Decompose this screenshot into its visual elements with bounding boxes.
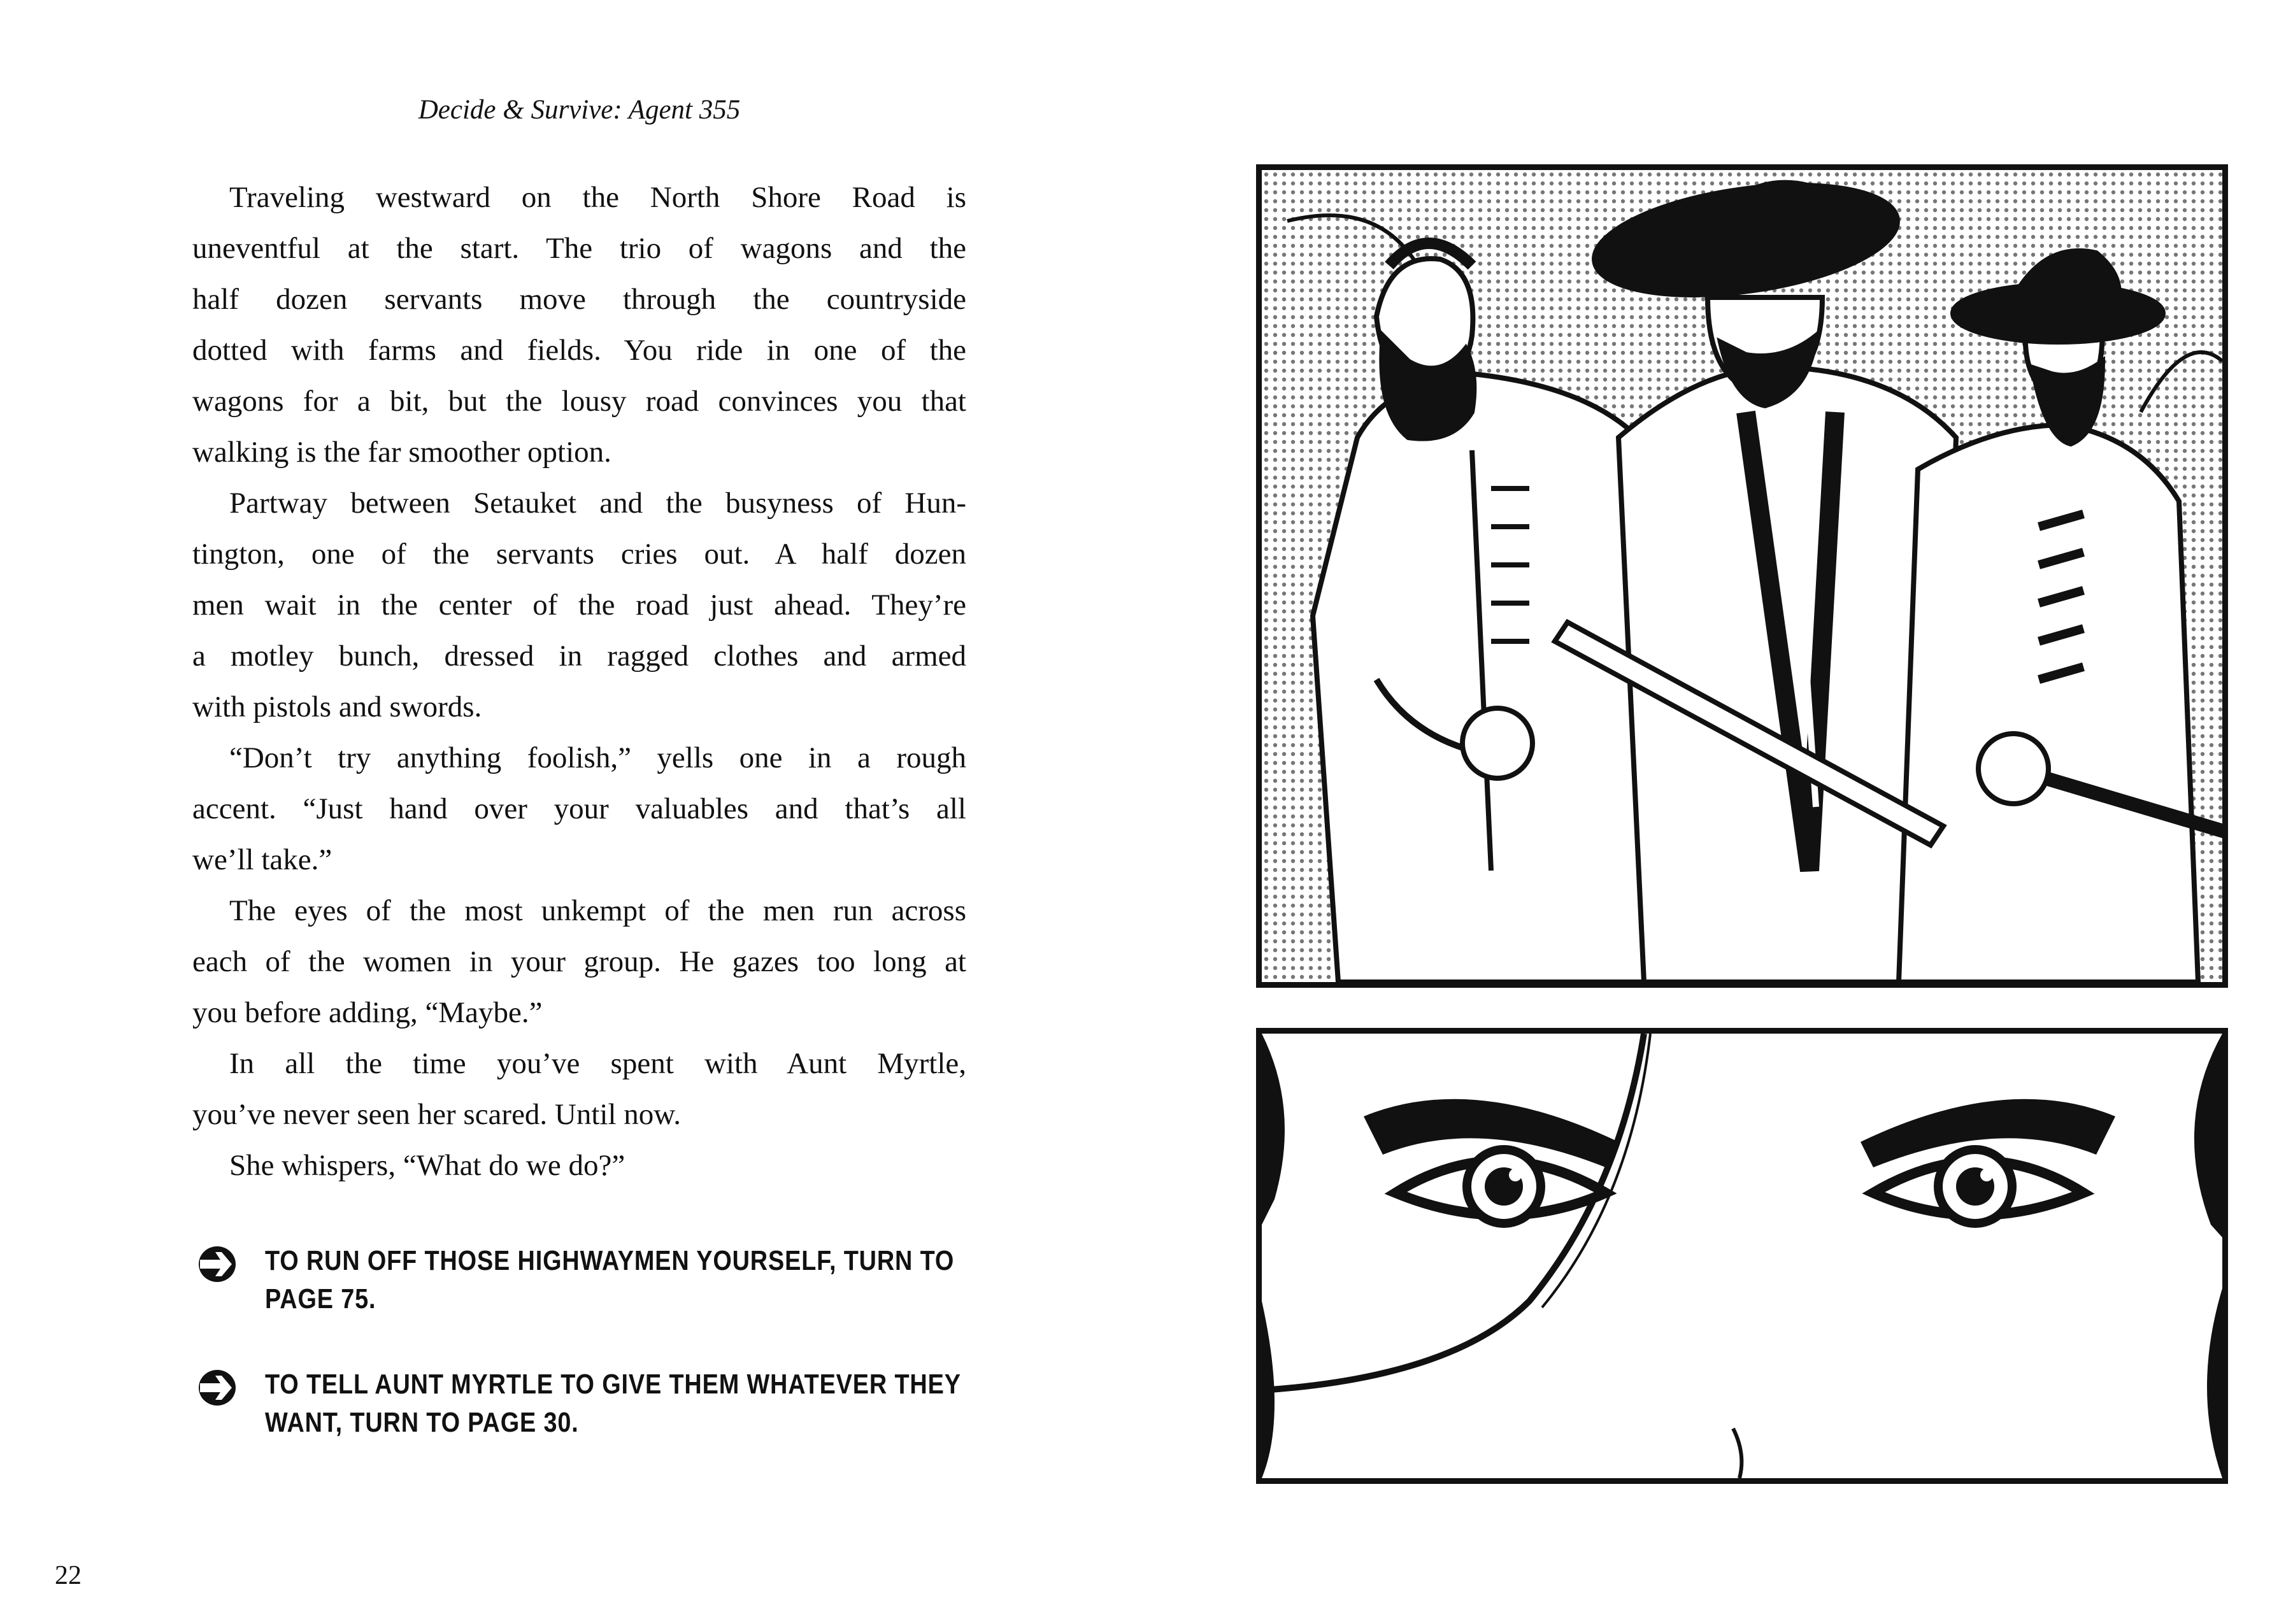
nose <box>1733 1428 1741 1478</box>
illustration-highwaymen <box>1256 164 2228 988</box>
text-line: She whispers, “What do we do?” <box>229 1149 625 1182</box>
text-line: a motley bunch, dressed in ragged clothes and armed <box>192 639 966 673</box>
text-line: men wait in the center of the road just ahead. They’re <box>192 588 966 622</box>
story-text <box>192 172 966 1191</box>
text-line: half dozen servants move through the countryside <box>192 283 966 316</box>
text-line: “Don’t try anything foolish,” yells one in a rough <box>229 741 966 774</box>
text-line: tington, one of the servants cries out. A half dozen <box>192 538 966 571</box>
text-line: walking is the far smoother option. <box>192 436 611 469</box>
arrow-right-circle-icon <box>197 1369 237 1406</box>
illustration-eyes <box>1256 1028 2228 1484</box>
choice-text: TO TELL AUNT MYRTLE TO GIVE THEM WHATEVER THEY <box>265 1369 961 1400</box>
left-eye <box>1396 1150 1606 1223</box>
text-line: Partway between Setauket and the busyness of Hun- <box>229 487 966 520</box>
arrow-right-circle-icon <box>197 1246 237 1283</box>
text-line: you’ve never seen her scared. Until now. <box>192 1098 681 1131</box>
text-line: The eyes of the most unkempt of the men run across <box>229 894 966 927</box>
choice-text: PAGE 75. <box>265 1283 376 1314</box>
right-eye <box>1873 1150 2083 1223</box>
text-line: we’ll take.” <box>192 843 332 876</box>
choice-run-off-highwaymen[interactable] <box>197 1242 981 1325</box>
text-line: accent. “Just hand over your valuables and that’s all <box>192 792 966 825</box>
text-line: with pistols and swords. <box>192 690 482 723</box>
text-line: In all the time you’ve spent with Aunt Myrtle, <box>229 1047 966 1080</box>
page-number: 22 <box>55 1561 82 1590</box>
text-line: Traveling westward on the North Shore Road is <box>229 181 966 214</box>
text-line: dotted with farms and fields. You ride in one of the <box>192 334 966 367</box>
choice-give-valuables[interactable] <box>197 1365 981 1448</box>
choice-text: WANT, TURN TO PAGE 30. <box>265 1407 579 1438</box>
text-line: wagons for a bit, but the lousy road convinces you that <box>192 385 966 418</box>
text-line: you before adding, “Maybe.” <box>192 996 543 1029</box>
text-line: uneventful at the start. The trio of wagons and the <box>192 232 966 265</box>
text-line: each of the women in your group. He gazes too long at <box>192 945 966 978</box>
running-head: Decide & Survive: Agent 355 <box>418 95 741 125</box>
choice-text: TO RUN OFF THOSE HIGHWAYMEN YOURSELF, TURN TO <box>265 1245 955 1276</box>
